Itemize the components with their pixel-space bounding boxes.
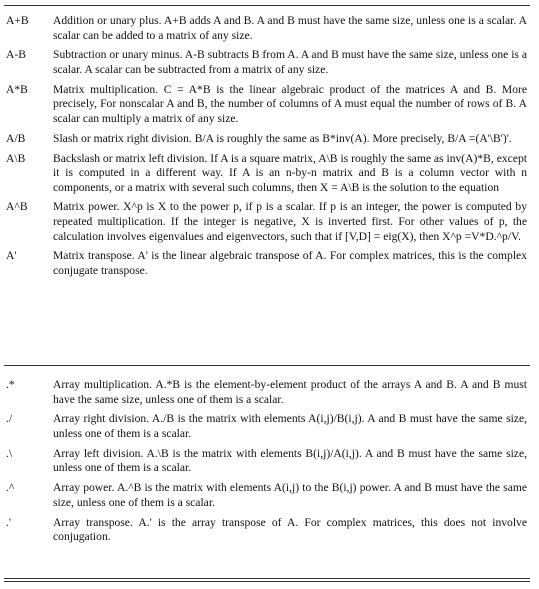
operator-row-array-left-division: [0, 447, 539, 476]
operator-row-minus: [0, 48, 539, 77]
operator-symbol: .\: [6, 446, 13, 460]
operator-description: Addition or unary plus. A+B adds A and B. A and B must have the same size, unless one is a scalar. A scalar can be added to a matrix of any size.: [53, 14, 527, 42]
operator-row-plus: [0, 14, 539, 43]
operator-description: Matrix multiplication. C = A*B is the linear algebraic product of the matrices A and B. More precisely, For nonscalar A and B, the number of columns of A must equal the number of rows of B. A scalar can multiply a matrix of any size.: [53, 82, 527, 125]
operator-description: Array right division. A./B is the matrix with elements A(i,j)/B(i,j). A and B must have the same size, unless one of them is a scalar.: [53, 412, 527, 440]
operator-symbol: .^: [6, 481, 15, 495]
matrix-operators-section: [0, 14, 539, 284]
operator-row-matrix-transpose: [0, 249, 539, 278]
operator-symbol: A/B: [6, 131, 26, 145]
operator-description: Array transpose. A.' is the array transpose of A. For complex matrices, this does not involve conjugation.: [53, 515, 527, 544]
operator-row-array-multiply: [0, 378, 539, 407]
operator-symbol: ./: [6, 412, 13, 426]
operator-description: Backslash or matrix left division. If A is a square matrix, A\B is roughly the same as inv(A)*B, except it is computed in a different way. If A is an n-by-n matrix and B is a column vector with n components, or a matrix with several such columns, then X = A\B is the solution to the equation: [53, 151, 527, 194]
section-divider-rule: [4, 365, 530, 366]
operator-row-array-right-division: [0, 412, 539, 441]
operator-symbol: A\B: [6, 151, 26, 165]
operator-description: Slash or matrix right division. B/A is roughly the same as B*inv(A). More precisely, B/A =(A'\B')'.: [53, 131, 512, 145]
top-rule: [4, 5, 530, 6]
operator-symbol: .*: [6, 378, 15, 391]
operator-symbol: A*B: [6, 82, 28, 96]
operator-description: Array power. A.^B is the matrix with elements A(i,j) to the B(i,j) power. A and B must have the same size, unless one of them is a scalar.: [53, 481, 527, 509]
operator-symbol: A+B: [6, 14, 29, 27]
operator-row-matrix-multiply: [0, 83, 539, 127]
operator-symbol: .': [6, 515, 11, 529]
array-operators-section: [0, 378, 539, 550]
operator-description: Matrix power. X^p is X to the power p, if p is a scalar. If p is an integer, the power is computed by repeated multiplication. If the integer is negative, X is inverted first. For other values of p, the calculation involves eigenvalues and eigenvectors, such that if [V,D] = eig(X), then X^p =V*D.^p/V.: [53, 200, 527, 243]
operator-row-array-transpose: [0, 516, 539, 545]
operator-row-right-division: [0, 132, 539, 147]
operator-row-left-division: [0, 152, 539, 196]
operator-description: Array multiplication. A.*B is the element-by-element product of the arrays A and B. A and B must have the same size, unless one of them is a scalar.: [53, 378, 527, 406]
operator-symbol: A^B: [6, 200, 28, 214]
operator-symbol: A': [6, 249, 17, 263]
operator-description: Subtraction or unary minus. A-B subtracts B from A. A and B must have the same size, unless one is a scalar. A scalar can be subtracted from a matrix of any size.: [53, 48, 527, 76]
operator-row-matrix-power: [0, 200, 539, 244]
bottom-rule: [4, 578, 530, 582]
operator-symbol: A-B: [6, 48, 26, 62]
operator-description: Array left division. A.\B is the matrix with elements B(i,j)/A(i,j). A and B must have the same size, unless one of them is a scalar.: [53, 446, 527, 475]
operator-row-array-power: [0, 481, 539, 510]
operator-description: Matrix transpose. A' is the linear algebraic transpose of A. For complex matrices, this is the complex conjugate transpose.: [53, 249, 527, 278]
